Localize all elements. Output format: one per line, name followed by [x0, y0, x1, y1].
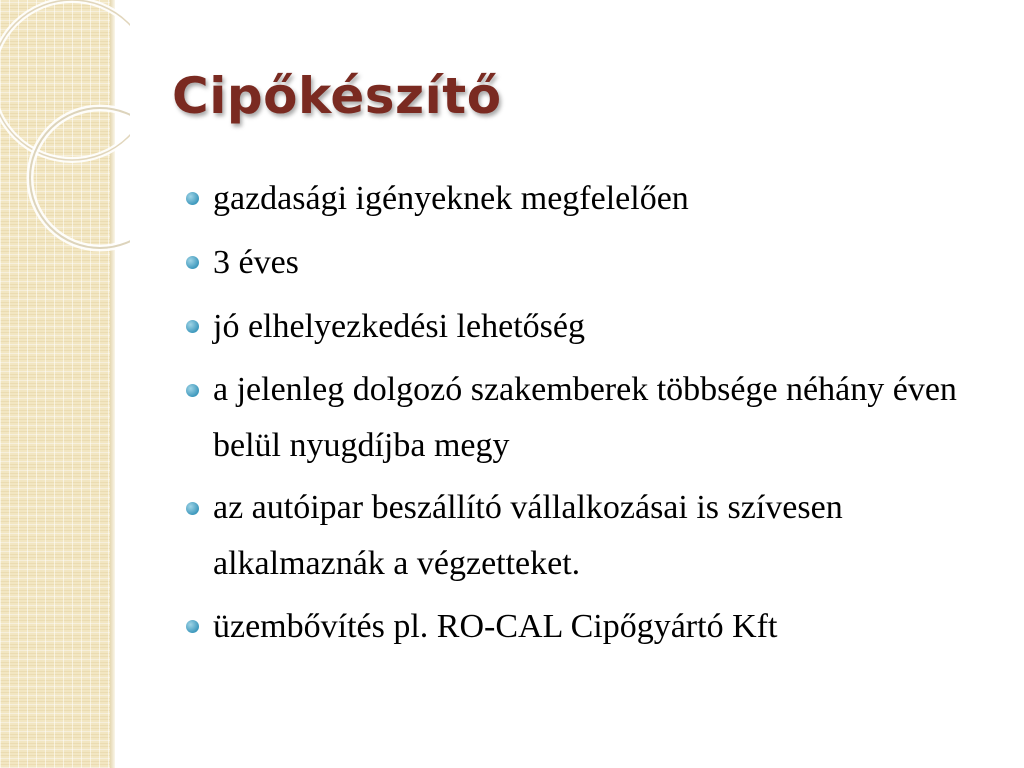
bullet-list [186, 170, 996, 662]
list-item [186, 480, 996, 592]
bullet-text: a jelenleg dolgozó szakemberek többsége néhány éven belül nyugdíjba megy [213, 371, 957, 464]
bullet-text: jó elhelyezkedési lehetőség [213, 308, 585, 345]
list-item [186, 298, 996, 356]
bullet-dot-icon [186, 502, 199, 515]
bullet-dot-icon [186, 384, 199, 397]
list-item [186, 598, 996, 656]
bullet-dot-icon [186, 256, 199, 269]
bullet-text: az autóipar beszállító vállalkozásai is szívesen alkalmaznák a végzetteket. [213, 489, 843, 582]
bullet-dot-icon [186, 320, 199, 333]
list-item [186, 362, 996, 474]
list-item [186, 170, 996, 228]
bullet-text: üzembővítés pl. RO-CAL Cipőgyártó Kft [213, 608, 778, 645]
bullet-text: gazdasági igényeknek megfelelően [213, 180, 689, 217]
bullet-dot-icon [186, 620, 199, 633]
list-item [186, 234, 996, 292]
decorative-circles [0, 0, 130, 260]
bullet-text: 3 éves [213, 244, 299, 281]
bullet-dot-icon [186, 192, 199, 205]
slide-title: Cipőkészítő [172, 67, 502, 125]
